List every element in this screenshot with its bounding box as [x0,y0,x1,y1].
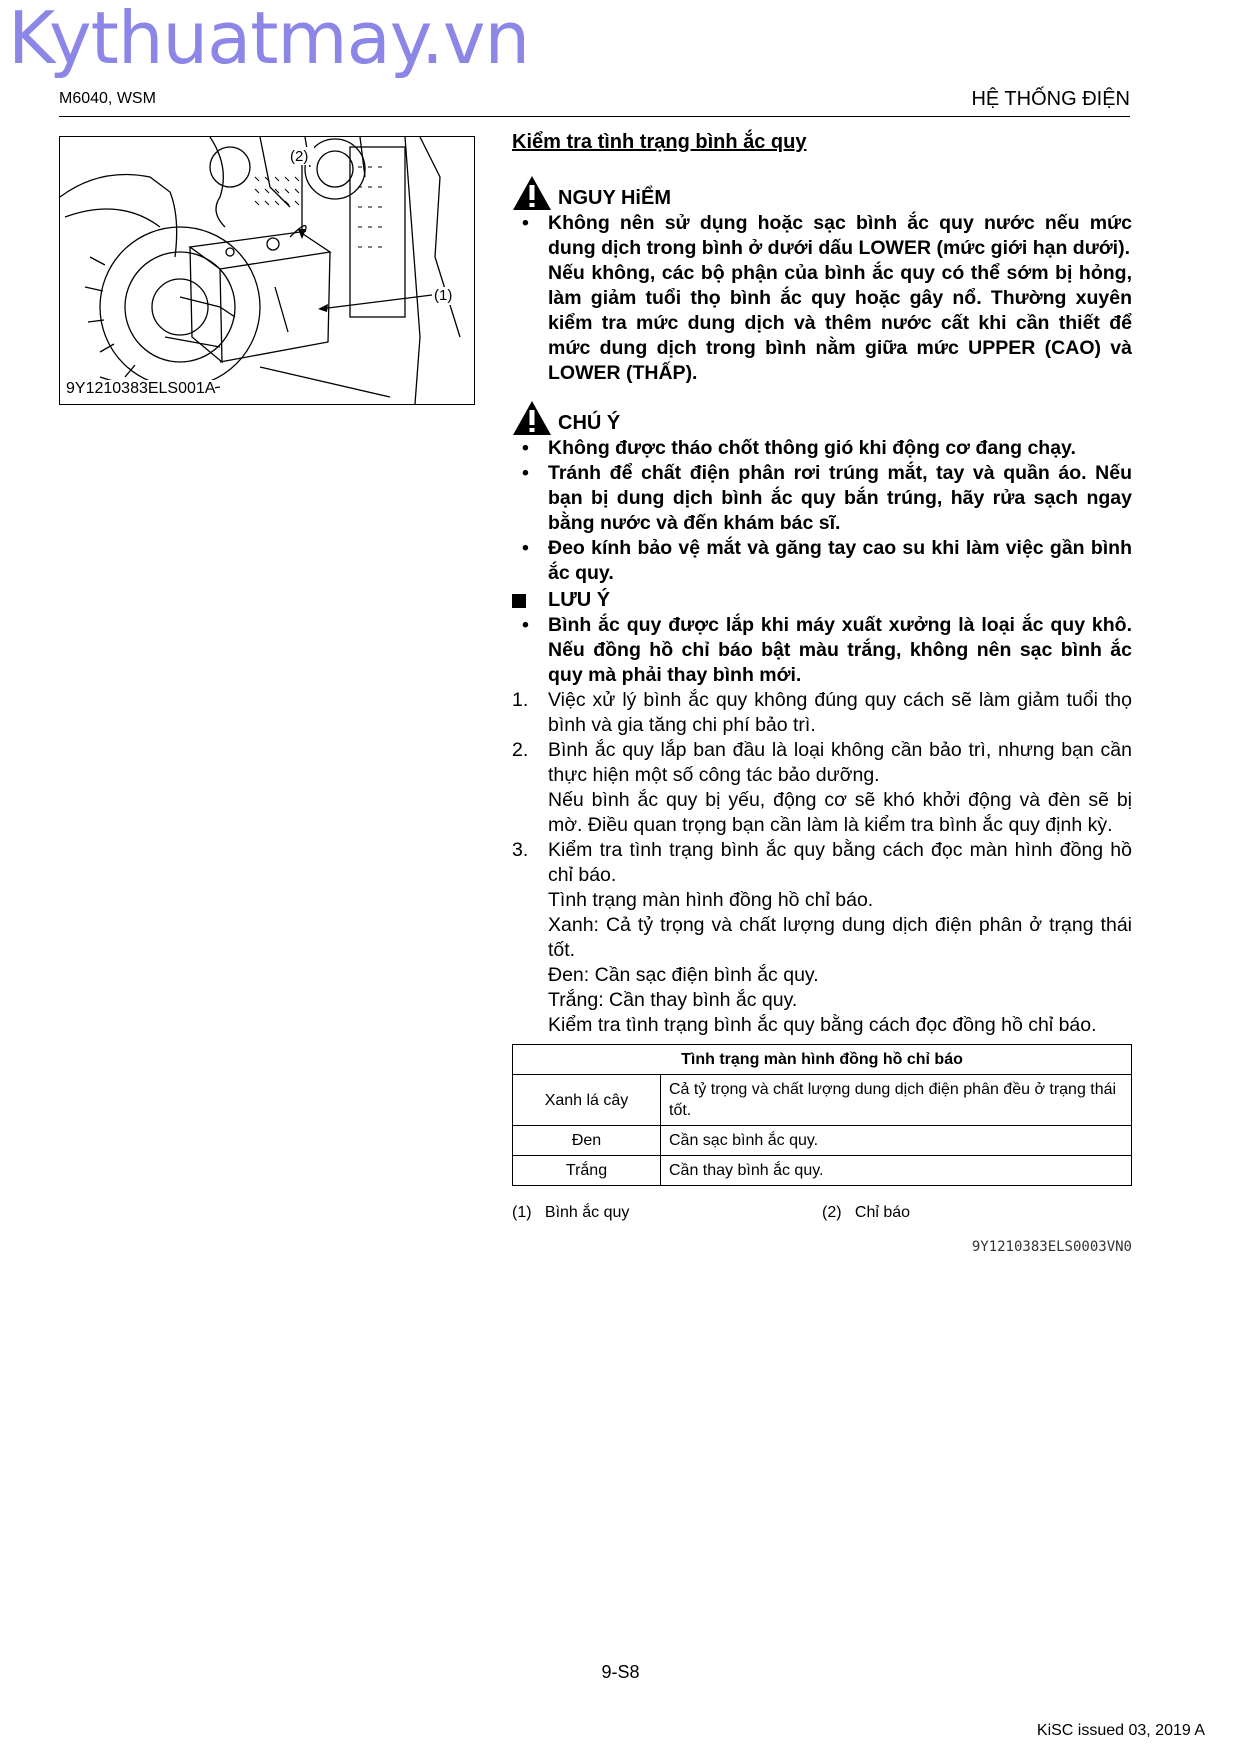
table-row [513,1126,1132,1156]
step-3-line: Xanh: Cả tỷ trọng và chất lượng dung dịch điện phân ở trạng thái tốt. [548,914,1132,961]
step-3-line: Đen: Cần sạc điện bình ắc quy. [548,964,819,986]
table-cell-desc: Cần thay bình ắc quy. [661,1156,1132,1186]
square-bullet-icon [512,594,526,608]
table-cell-desc: Cần sạc bình ắc quy. [661,1126,1132,1156]
danger-bullet: • Không nên sử dụng hoặc sạc bình ắc quy nước nếu mức dung dịch trong bình ở dưới dấu LOWER (mức giới hạn dưới). [522,212,1132,259]
step-3-line: Trắng: Cần thay bình ắc quy. [548,989,798,1011]
callout-2: (2) [290,148,309,165]
header-section: HỆ THỐNG ĐIỆN [971,88,1130,110]
table-header-row [513,1045,1132,1075]
step-1: 1. Việc xử lý bình ắc quy không đúng quy cách sẽ làm giảm tuổi thọ bình và gia tăng chi phí bảo trì. [512,689,1132,736]
header-model: M6040, WSM [59,90,156,107]
warning-triangle-icon [512,400,552,436]
table-cell-label: Trắng [513,1156,661,1186]
step-2-detail: Nếu bình ắc quy bị yếu, động cơ sẽ khó khởi động và đèn sẽ bị mờ. Điều quan trọng bạn cần làm là kiểm tra bình ắc quy định kỳ. [548,789,1132,836]
warning-triangle-icon [512,175,552,211]
watermark: Kythuatmay.vn [8,0,530,80]
legend-item-indicator: (2) Chỉ báo [822,1204,911,1221]
indicator-table [512,1044,1132,1186]
issued-note: KiSC issued 03, 2019 A [1036,1722,1205,1739]
header-rule [59,116,1130,117]
content-column [512,130,1132,1260]
figure-code: 9Y1210383ELS001A [66,380,216,397]
danger-heading [512,171,1132,211]
step-3-line: Tình trạng màn hình đồng hồ chỉ báo. [548,889,874,911]
table-header: Tình trạng màn hình đồng hồ chỉ báo [513,1045,1132,1075]
callout-1: (1) [434,287,453,304]
battery-figure [59,136,475,405]
table-row [513,1075,1132,1126]
caution-bullet: • Không được tháo chốt thông gió khi động cơ đang chạy. [522,437,1076,459]
table-row [513,1156,1132,1186]
table-cell-label: Đen [513,1126,661,1156]
note-bullet: • Bình ắc quy được lắp khi máy xuất xưởng là loại ắc quy khô. Nếu đồng hồ chỉ báo bật màu trắng, không nên sạc bình ắc quy mà phải thay bình mới. [522,614,1132,686]
note-heading [512,588,1132,613]
section-title: Kiểm tra tình trạng bình ắc quy [512,131,807,153]
step-3-line: Kiểm tra tình trạng bình ắc quy bằng cách đọc đồng hồ chỉ báo. [548,1014,1097,1036]
page-number: 9-S8 [601,1662,640,1682]
caution-bullet: • Đeo kính bảo vệ mắt và găng tay cao su khi làm việc gần bình ắc quy. [522,537,1132,584]
step-2: 2. Bình ắc quy lắp ban đầu là loại không cần bảo trì, nhưng bạn cần thực hiện một số công tác bảo dưỡng. [512,739,1132,786]
step-3: 3. Kiểm tra tình trạng bình ắc quy bằng cách đọc màn hình đồng hồ chỉ báo. [512,839,1132,886]
table-cell-label: Xanh lá cây [513,1075,661,1126]
danger-title: NGUY HiỂM [558,187,671,209]
note-title: LƯU Ý [548,589,611,611]
document-code: 9Y1210383ELS0003VN0 [971,1239,1132,1255]
caution-bullet: • Tránh để chất điện phân rơi trúng mắt, tay và quần áo. Nếu bạn bị dung dịch bình ắc quy bắn trúng, hãy rửa sạch ngay bằng nước và đến khám bác sĩ. [522,462,1132,534]
battery-illustration [60,137,474,404]
danger-paragraph: Nếu không, các bộ phận của bình ắc quy có thể sớm bị hỏng, làm giảm tuổi thọ bình ắc quy hoặc gây nổ. Thường xuyên kiểm tra mức dung dịch và thêm nước cất khi cần thiết để mức dung dịch trong bình nằm giữa mức UPPER (CAO) và LOWER (THẤP). [548,262,1132,384]
legend-item-battery: (1) Bình ắc quy [512,1204,630,1221]
figure-legend [512,1200,1132,1225]
caution-title: CHÚ Ý [558,412,621,434]
table-cell-desc: Cả tỷ trọng và chất lượng dung dịch điện phân đều ở trạng thái tốt. [661,1075,1132,1126]
caution-heading [512,396,1132,436]
